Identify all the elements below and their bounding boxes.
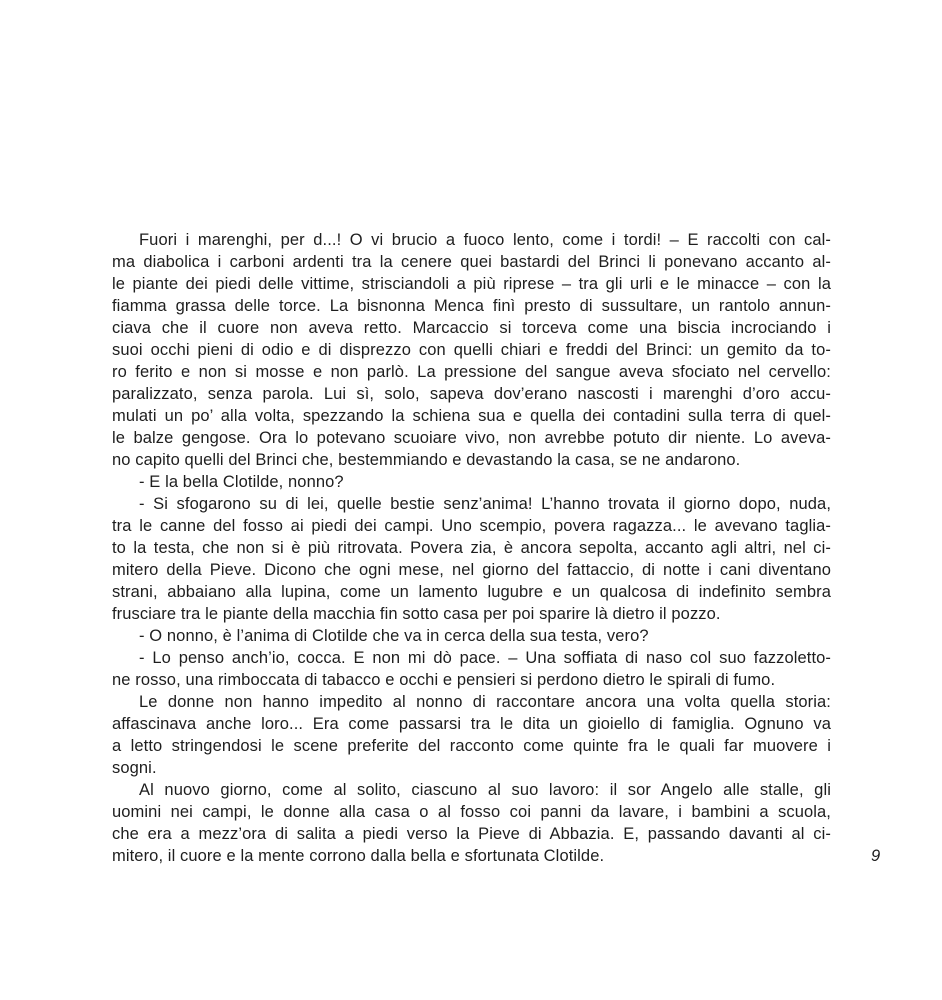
text-line: ma diabolica i carboni ardenti tra la cenere quei bastardi del Brinci li ponevano accanto al- (112, 253, 831, 271)
text-line: to la testa, che non si è più ritrovata. Povera zia, è ancora sepolta, accanto agli altri, nel ci- (112, 539, 831, 557)
text-line: tra le canne del fosso ai piedi dei campi. Uno scempio, povera ragazza... le avevano taglia- (112, 517, 831, 535)
text-line: affascinava anche loro... Era come passarsi tra le dita un gioiello di famiglia. Ognuno va (112, 715, 831, 733)
text-line: mitero, il cuore e la mente corrono dalla bella e sfortunata Clotilde. (112, 847, 605, 865)
text-line: suoi occhi pieni di odio e di disprezzo con quelli chiari e freddi del Brinci: un gemito da to- (112, 341, 831, 359)
text-line: a letto stringendosi le scene preferite del racconto come quinte fra le quali far muovere i (112, 737, 831, 755)
text-line: fiamma grassa delle torce. La bisnonna Menca finì presto di sussultare, un rantolo annun- (112, 297, 831, 315)
paragraph (112, 691, 831, 779)
text-line: Fuori i marenghi, per d...! O vi brucio a fuoco lento, come i tordi! – E raccolti con cal- (139, 231, 831, 249)
text-line: - E la bella Clotilde, nonno? (139, 473, 344, 491)
text-line: uomini nei campi, le donne alla casa o al fosso coi panni da lavare, i bambini a scuola, (112, 803, 831, 821)
text-line: Al nuovo giorno, come al solito, ciascuno al suo lavoro: il sor Angelo alle stalle, gli (139, 781, 831, 799)
text-block (112, 229, 831, 867)
paragraph-dialogue (112, 647, 831, 691)
paragraph (112, 779, 831, 867)
text-line: mulati un po’ alla volta, spezzando la schiena sua e quella dei contadini sulla terra di quel- (112, 407, 831, 425)
text-line: strani, abbaiano alla lupina, come un lamento lugubre e un qualcosa di indefinito sembra (112, 583, 831, 601)
page-number: 9 (871, 847, 881, 865)
text-line: ciava che il cuore non aveva retto. Marcaccio si torceva come una biscia incrociando i (112, 319, 831, 337)
paragraph-dialogue (112, 471, 831, 493)
text-line: no capito quelli del Brinci che, bestemmiando e devastando la casa, se ne andarono. (112, 451, 741, 469)
text-line: che era a mezz’ora di salita a piedi verso la Pieve di Abbazia. E, passando davanti al ci- (112, 825, 831, 843)
paragraph-dialogue (112, 493, 831, 625)
text-line: ro ferito e non si mosse e non parlò. La pressione del sangue aveva sfociato nel cervello: (112, 363, 831, 381)
text-line: - Lo penso anch’io, cocca. E non mi dò pace. – Una soffiata di naso col suo fazzoletto- (139, 649, 831, 667)
text-line: sogni. (112, 759, 157, 777)
text-line: paralizzato, senza parola. Lui sì, solo, sapeva dov’erano nascosti i marenghi d’oro accu- (112, 385, 831, 403)
text-line: le balze gengose. Ora lo potevano scuoiare vivo, non avrebbe potuto dir niente. Lo aveva- (112, 429, 831, 447)
text-line: le piante dei piedi delle vittime, strisciandoli a più riprese – tra gli urli e le minacce – con la (112, 275, 831, 293)
paragraph (112, 229, 831, 471)
text-line: frusciare tra le piante della macchia fin sotto casa per poi sparire là dietro il pozzo. (112, 605, 721, 623)
text-line: ne rosso, una rimboccata di tabacco e occhi e pensieri si perdono dietro le spirali di fumo. (112, 671, 776, 689)
paragraph-dialogue (112, 625, 831, 647)
text-line: - Si sfogarono su di lei, quelle bestie senz’anima! L’hanno trovata il giorno dopo, nuda, (139, 495, 831, 513)
text-line: mitero della Pieve. Dicono che ogni mese, nel giorno del fattaccio, di notte i cani diventano (112, 561, 831, 579)
text-line: Le donne non hanno impedito al nonno di raccontare ancora una volta quella storia: (139, 693, 831, 711)
text-line: - O nonno, è l’anima di Clotilde che va in cerca della sua testa, vero? (139, 627, 649, 645)
